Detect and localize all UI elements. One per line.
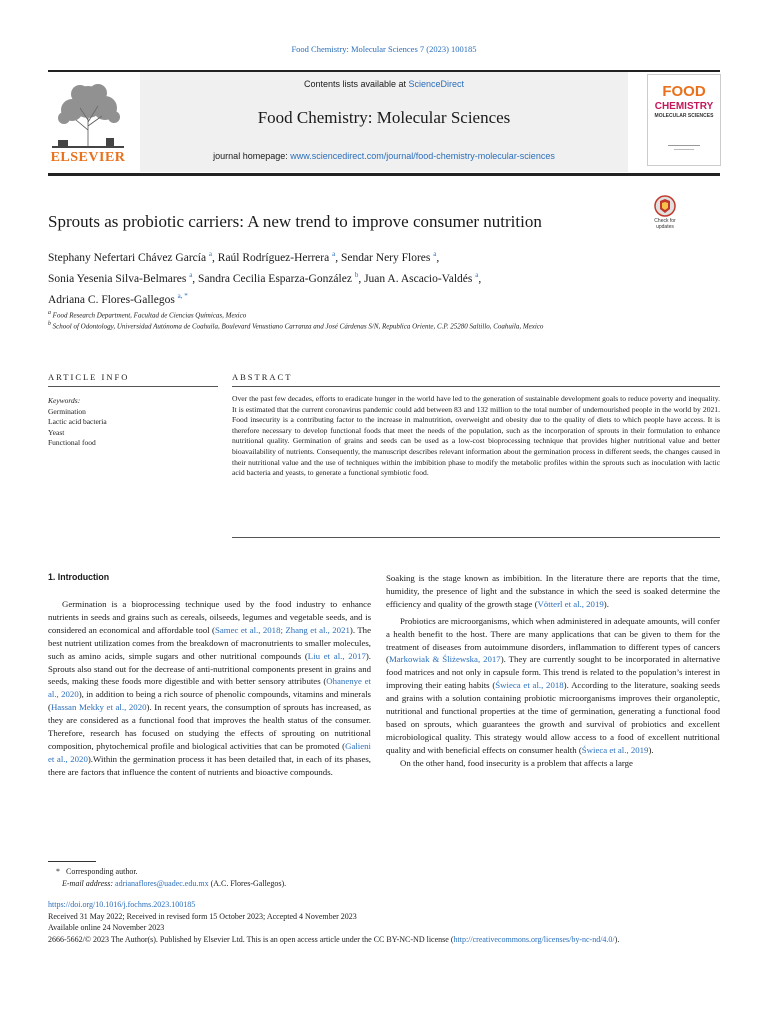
citation-link[interactable]: Galieni et al., 2020 bbox=[48, 740, 371, 764]
author-line bbox=[48, 288, 648, 309]
contents-prefix: Contents lists available at bbox=[303, 79, 409, 89]
check-for-updates-icon[interactable] bbox=[648, 194, 682, 230]
author-name[interactable]: Juan A. Ascacio-Valdés bbox=[364, 272, 473, 285]
body-right-column bbox=[386, 572, 720, 770]
text-run: ).Within the germination process it has been detailed that, in each of its phases, there are factors that influence the content of nutrients and bioactive compounds. bbox=[48, 753, 371, 777]
homepage-link[interactable]: www.sciencedirect.com/journal/food-chemistry-molecular-sciences bbox=[290, 151, 555, 161]
affiliation-b bbox=[48, 319, 638, 332]
text-run: ). bbox=[648, 744, 654, 755]
elsevier-tree-logo bbox=[48, 80, 128, 150]
svg-text:updates: updates bbox=[656, 224, 674, 230]
cover-rule bbox=[668, 145, 700, 146]
author-affil-mark[interactable]: a bbox=[433, 250, 437, 258]
keyword-item: Lactic acid bacteria bbox=[48, 417, 107, 426]
citation-link[interactable]: Hassan Mekky et al., 2020 bbox=[50, 702, 147, 713]
body-left-column bbox=[48, 598, 371, 779]
citation-link[interactable]: Świeca et al., 2019 bbox=[581, 744, 649, 755]
email-link[interactable]: adrianaflores@uadec.edu.mx bbox=[115, 879, 209, 888]
author-affil-mark[interactable]: a bbox=[332, 250, 336, 258]
affiliation-text: School of Odontology, Universidad Autónoma de Coahuila, Boulevard Venustiano Carranza and José Cárdenas S/N, Republica Oriente, C.P. 25280 Saltillo, Coahuila, Mexico bbox=[52, 322, 544, 331]
text-run: ). bbox=[603, 598, 609, 609]
author-name[interactable]: Sandra Cecilia Esparza-González bbox=[198, 272, 352, 285]
paragraph bbox=[386, 615, 720, 757]
cover-molecular: MOLECULAR SCIENCES bbox=[654, 113, 714, 119]
footnote-rule bbox=[48, 861, 96, 862]
citation-link[interactable]: Vötterl et al., 2019 bbox=[537, 598, 604, 609]
affiliation-mark: b bbox=[48, 321, 51, 327]
corresponding-author-note bbox=[56, 866, 656, 877]
text-run: ). In recent years, the consumption of sprouts has increased, as they are considered as a functional food that improves the health status of the consumer. Therefore, research has focused on studying the effects of sprouting on nutritional composition, phytochemical profile and biological activities that can be promoted ( bbox=[48, 702, 371, 751]
license-text: 2666-5662/© 2023 The Author(s). Published by Elsevier Ltd. This is an open access article under the CC BY-NC-ND license ( bbox=[48, 935, 454, 944]
abstract-text: Over the past few decades, efforts to eradicate hunger in the world have led to the generation of sustainable development goals to reduce poverty and inequality. It is estimated that the current coronavirus pandemic could add between 83 and 132 million to the total number of undernourished people in the world by 2021. Food insecurity is a contributing factor to the increase in malnutrition, overweight and obesity due to the quality of diets to which people have access. It is therefore necessary to develop functional foods that meet the needs of the population, such as the incorporation of sprouts in their formulation to enhance nutritional quality. Germination of grains and seeds can be used as a low-cost bioprocessing technique that provides higher nutritional value and better bioavailability of nutrients. Consequently, the manuscript describes relevant information about the germination process in different seeds, the changes caused in their nutritional value and the use of techniques within the imbibition phase to modify the metabolic profiles within the sprouts such as inoculation with lactic acid bacteria and yeasts, to generate a functional symbiotic food. bbox=[232, 394, 720, 478]
author-affil-mark[interactable]: a bbox=[208, 250, 213, 258]
citation-link[interactable]: Liu et al., 2017 bbox=[307, 650, 366, 661]
email-label: E-mail address: bbox=[62, 879, 116, 888]
affiliation-text: Food Research Department, Facultad de Ciencias Químicas, Mexico bbox=[52, 311, 247, 320]
license-link[interactable]: http://creativecommons.org/licenses/by-nc-nd/4.0/ bbox=[453, 935, 615, 944]
author-affil-mark[interactable]: a bbox=[475, 270, 479, 279]
license-note bbox=[48, 934, 720, 945]
text-run: ). According to the literature, soaking seeds and grains with a solution containing probiotic microorganisms improves their organoleptic, nutritional and functional properties at the time of germination, generating a functional food based on sprouts, which guarantees the growth and survival of probiotics and excellent microbiological quality. This strategy would allow access to a food of excellent nutritional quality and with beneficial effects on consumer health ( bbox=[386, 680, 720, 755]
citation-link[interactable]: Markowiak & Śliżewska, 2017 bbox=[388, 654, 501, 665]
section-heading-introduction: 1. Introduction bbox=[48, 572, 110, 582]
email-note bbox=[62, 878, 662, 889]
homepage-label: journal homepage: bbox=[213, 151, 291, 161]
author-list bbox=[48, 246, 648, 308]
history-dates: Received 31 May 2022; Received in revised form 15 October 2023; Accepted 4 November 2023 bbox=[48, 912, 357, 921]
sciencedirect-link[interactable]: ScienceDirect bbox=[408, 79, 465, 89]
text-run: Germination is a bioprocessing technique used by the food industry to enhance nutrients in seeds and grains such as cereals, oilseeds, legumes and vegetable seeds, and is considered an economical and affordable tool ( bbox=[48, 599, 371, 635]
cover-rule-2 bbox=[674, 149, 694, 150]
footnote-mark: * bbox=[56, 867, 60, 876]
text-run: ). The best nutrient utilization comes from the breakdown of macronutrients to smaller molecules, such as amino acids, simple sugars and other nutritional compounds ( bbox=[48, 624, 371, 661]
citation-link[interactable]: Świeca et al., 2018 bbox=[495, 680, 564, 691]
text-run: Soaking is the stage known as imbibition. In the literature there are reports that the time, humidity, the presence of light and the substance in which the seed is soaked determine the efficiency and quality of the growth stage ( bbox=[386, 573, 720, 609]
paragraph bbox=[386, 757, 720, 770]
author-name[interactable]: Raúl Rodríguez-Herrera bbox=[217, 251, 330, 264]
author-name[interactable]: Sonia Yesenia Silva-Belmares bbox=[48, 272, 187, 285]
running-header[interactable]: Food Chemistry: Molecular Sciences 7 (2023) 100185 bbox=[291, 44, 477, 54]
article-title: Sprouts as probiotic carriers: A new trend to improve consumer nutrition bbox=[48, 212, 542, 231]
abstract-heading: ABSTRACT bbox=[232, 372, 293, 382]
text-run: ). Sprouts also stand out for the decrease of anti-nutritional components present in grains and seeds, making these foods more digestible and with better sensory attributes ( bbox=[48, 650, 371, 687]
citation-link[interactable]: Samec et al., 2018; Zhang et al., 2021 bbox=[214, 624, 350, 635]
article-info-heading: ARTICLE INFO bbox=[48, 372, 130, 382]
publisher-wordmark: ELSEVIER bbox=[50, 150, 126, 165]
abstract-rule bbox=[232, 386, 720, 387]
header-rule-bottom bbox=[48, 173, 720, 176]
abstract-bottom-rule bbox=[232, 537, 720, 538]
author-name[interactable]: Stephany Nefertari Chávez García bbox=[48, 251, 207, 264]
available-online: Available online 24 November 2023 bbox=[48, 923, 165, 932]
keyword-item: Germination bbox=[48, 406, 86, 416]
journal-homepage bbox=[140, 151, 628, 161]
license-suffix: ). bbox=[614, 935, 620, 944]
affiliation-mark: a bbox=[48, 310, 51, 316]
keyword-item: Yeast bbox=[48, 427, 65, 437]
keywords-label: Keywords: bbox=[48, 396, 81, 405]
doi-link[interactable]: https://doi.org/10.1016/j.fochms.2023.100185 bbox=[48, 900, 196, 909]
journal-cover-thumbnail[interactable] bbox=[647, 74, 721, 166]
text-run: On the other hand, food insecurity is a problem that affects a large bbox=[400, 757, 633, 768]
email-suffix: (A.C. Flores-Gallegos). bbox=[208, 879, 287, 888]
text-run: ), in addition to being a rich source of phenolic compounds, vitamins and minerals ( bbox=[48, 689, 371, 713]
author-name[interactable]: Sendar Nery Flores bbox=[340, 251, 431, 264]
author-affil-mark[interactable]: a bbox=[189, 270, 193, 279]
paragraph bbox=[386, 572, 720, 611]
cover-food: FOOD bbox=[662, 83, 706, 100]
contents-line bbox=[140, 79, 628, 89]
corresponding-label: Corresponding author. bbox=[66, 867, 138, 876]
author-line: Stephany Nefertari Chávez García $^a$, Raúl Rodríguez-Herrera $^a$, Sendar Nery Flores $^a$, bbox=[48, 250, 440, 264]
svg-text:Check for: Check for bbox=[654, 218, 676, 224]
keywords-block bbox=[48, 396, 218, 449]
keyword-item: Functional food bbox=[48, 438, 96, 447]
text-run: Probiotics are microorganisms, which when administered in adequate amounts, will confer a health benefit to the host. There are many applications that can be given to them for the treatment of diseases from autoimmune disorders, inflammation to different types of cancers ( bbox=[386, 615, 720, 665]
author-affil-mark[interactable]: a, * bbox=[177, 291, 188, 300]
paragraph bbox=[48, 598, 371, 779]
article-info-rule bbox=[48, 386, 218, 387]
author-line: Sonia Yesenia Silva-Belmares $^a$, Sandra Cecilia Esparza-González $^b$, Juan A. Ascacio-Valdés $^a$, bbox=[48, 270, 482, 285]
cover-chemistry: CHEMISTRY bbox=[654, 101, 714, 112]
author-affil-mark[interactable]: b bbox=[354, 270, 359, 279]
citation-link[interactable]: Ohanenye et al., 2020 bbox=[48, 676, 372, 700]
journal-title: Food Chemistry: Molecular Sciences bbox=[257, 108, 511, 127]
author-name[interactable]: Adriana C. Flores-Gallegos bbox=[48, 293, 175, 306]
text-run: ). They are currently sought to be incorporated in alternative food matrices and not only in capsule form. This trend is related to the population’s interest in improving their eating habits ( bbox=[386, 654, 720, 691]
